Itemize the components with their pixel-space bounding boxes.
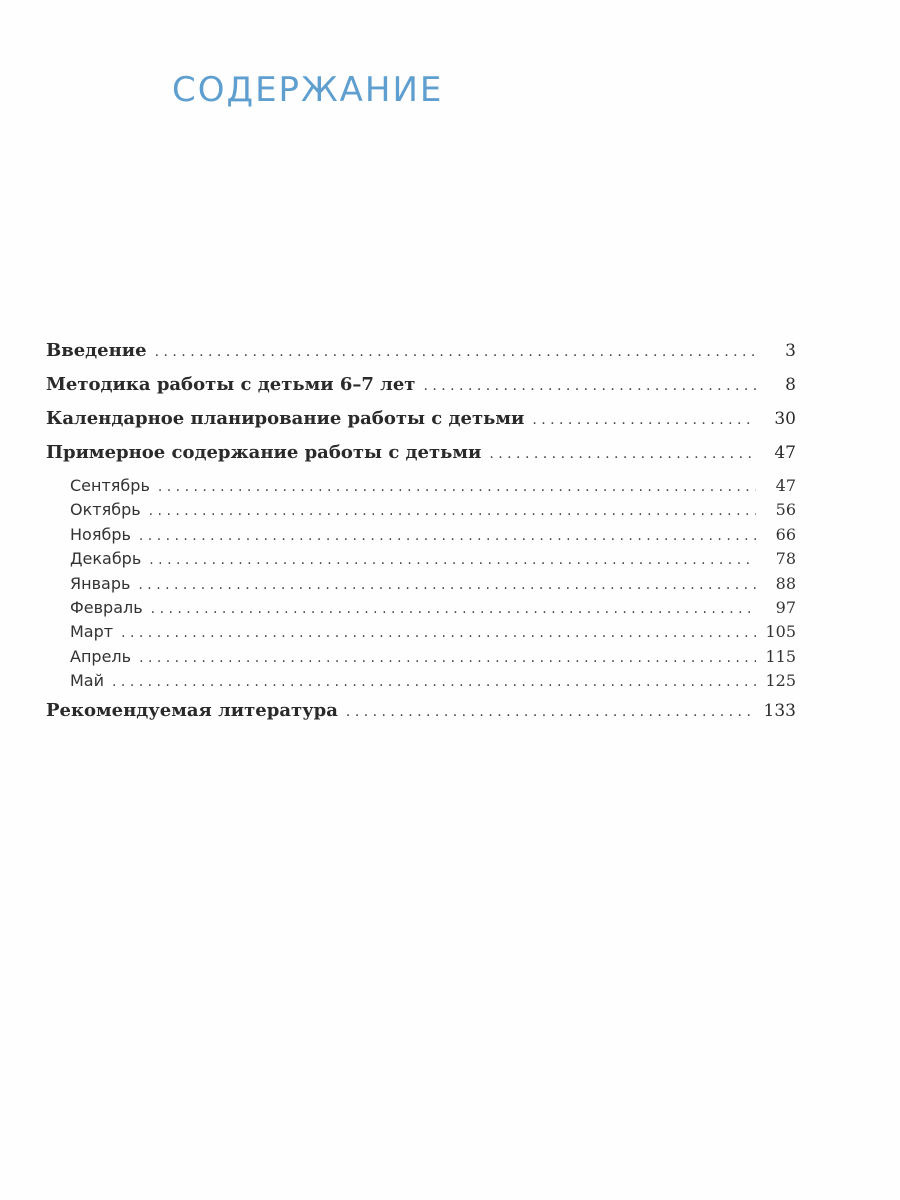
toc-entry-label: Октябрь [70, 500, 141, 520]
dot-leader [149, 552, 756, 568]
toc-entry-page: 47 [775, 476, 796, 495]
toc-entry-october [46, 500, 796, 524]
toc-entry-page: 30 [774, 409, 796, 429]
page-title: СОДЕРЖАНИЕ [172, 70, 444, 110]
toc-entry-may [46, 671, 796, 695]
dot-leader [346, 704, 756, 720]
toc-entry-label: Введение [46, 340, 147, 361]
toc-entry-label: Январь [70, 573, 131, 593]
toc-entry-page: 8 [785, 375, 796, 395]
toc-entry-methodology [46, 374, 796, 408]
toc-entry-page: 56 [775, 500, 796, 520]
toc-entry-december [46, 549, 796, 573]
toc-entry-label: Февраль [70, 597, 143, 617]
toc-entry-february [46, 598, 796, 622]
toc-entry-recommended-literature [46, 700, 796, 734]
toc-entry-label: Декабрь [70, 549, 142, 569]
toc-entry-label: Календарное планирование работы с детьми [46, 408, 525, 429]
toc-entry-label: Рекомендуемая литература [46, 699, 338, 721]
dot-leader [139, 650, 756, 666]
toc-entry-label: Апрель [70, 646, 132, 666]
toc-entry-calendar-planning [46, 408, 796, 442]
toc-entry-page: 3 [785, 341, 796, 361]
toc-entry-label: Сентябрь [70, 476, 150, 495]
dot-leader [489, 446, 756, 462]
toc-entry-page: 88 [775, 573, 796, 593]
toc-entry-april [46, 647, 796, 671]
toc-entry-page: 133 [763, 700, 796, 721]
dot-leader [149, 503, 756, 519]
toc-entry-page: 97 [775, 597, 796, 617]
toc-entry-sample-content [46, 442, 796, 476]
toc-entry-november [46, 525, 796, 549]
toc-entry-january [46, 574, 796, 598]
toc-entry-label: Май [70, 671, 105, 691]
dot-leader [138, 577, 756, 593]
toc-entry-label: Примерное содержание работы с детьми [46, 442, 482, 463]
toc-entry-introduction [46, 340, 796, 374]
dot-leader [155, 344, 756, 360]
toc-entry-page: 115 [765, 646, 796, 666]
dot-leader [158, 479, 756, 495]
dot-leader [151, 601, 756, 617]
dot-leader [423, 378, 756, 394]
toc-entry-march [46, 622, 796, 646]
table-of-contents [46, 340, 796, 734]
toc-entry-page: 105 [765, 622, 796, 642]
dot-leader [532, 412, 756, 428]
dot-leader [139, 528, 756, 544]
toc-entry-label: Ноябрь [70, 524, 131, 544]
toc-entry-label: Методика работы с детьми 6–7 лет [46, 374, 416, 395]
toc-entry-page: 66 [775, 524, 796, 544]
toc-entry-page: 125 [765, 671, 796, 691]
dot-leader [121, 625, 756, 641]
toc-entry-september [46, 476, 796, 500]
toc-entry-page: 47 [774, 443, 796, 463]
toc-entry-label: Март [70, 622, 114, 642]
dot-leader [112, 674, 756, 690]
toc-entry-page: 78 [775, 549, 796, 569]
